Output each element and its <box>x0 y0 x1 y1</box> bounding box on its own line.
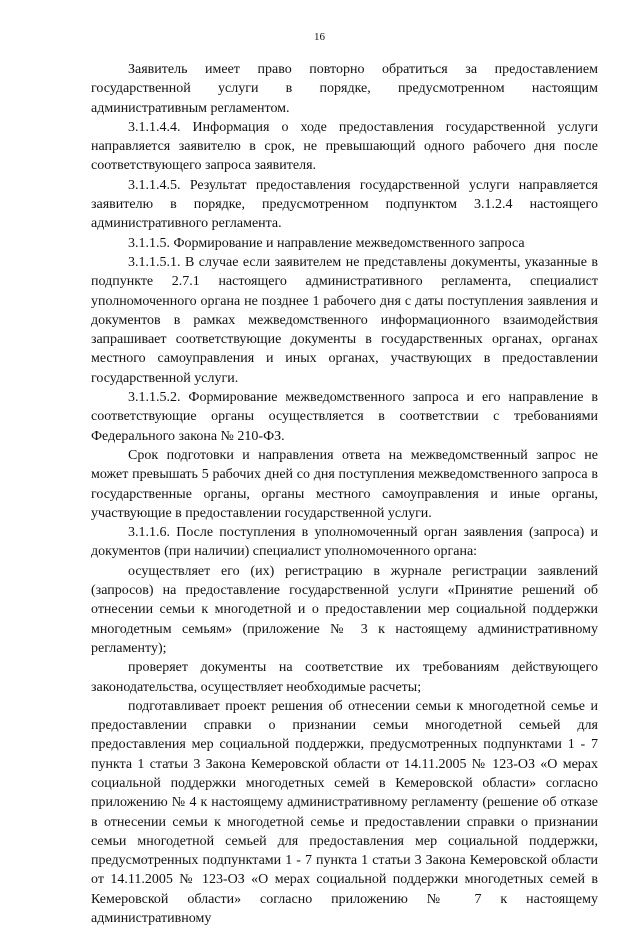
paragraph: подготавливает проект решения об отнесении семьи к многодетной семье и предоставлении справки о признании семьи многодетной семьей для предоставления мер социальной поддержки, предусмотренных подпунктами 1 - 7 пункта 1 статьи 3 Закона Кемеровской области от 14.11.2005 № 123-ОЗ «О мерах социальной поддержки многодетных семей в Кемеровской области» согласно приложению № 4 к настоящему административному регламенту (решение об отказе в отнесении семьи к многодетной семье и предоставлении справки о признании семьи многодетной семьей для предоставления мер социальной поддержки, предусмотренных подпунктами 1 - 7 пункта 1 статьи 3 Закона Кемеровской области от 14.11.2005 № 123-ОЗ «О мерах социальной поддержки многодетных семей в Кемеровской области» согласно приложению № 7 к настоящему административному <box>91 698 598 927</box>
paragraph: проверяет документы на соответствие их требованиям действующего законодательства, осуществляет необходимые расчеты; <box>91 660 598 695</box>
paragraph: 3.1.1.6. После поступления в уполномоченный орган заявления (запроса) и документов (при наличии) специалист уполномоченного органа: <box>91 525 598 560</box>
paragraph: 3.1.1.4.4. Информация о ходе предоставления государственной услуги направляется заявителю в срок, не превышающий одного рабочего дня после соответствующего запроса заявителя. <box>91 119 598 174</box>
section-heading: 3.1.1.5. Формирование и направление межведомственного запроса <box>128 235 525 251</box>
document-body <box>91 60 598 928</box>
paragraph: осуществляет его (их) регистрацию в журнале регистрации заявлений (запросов) на предоставление государственной услуги «Принятие решений об отнесении семьи к многодетной и о предоставлении мер социальной поддержки многодетным семьям» (приложение № 3 к настоящему административному регламенту); <box>91 563 598 656</box>
paragraph: 3.1.1.4.5. Результат предоставления государственной услуги направляется заявителю в порядке, предусмотренном подпунктом 3.1.2.4 настоящего административного регламента. <box>91 177 598 232</box>
paragraph: Заявитель имеет право повторно обратиться за предоставлением государственной услуги в порядке, предусмотренном настоящим административным регламентом. <box>91 62 598 116</box>
paragraph: 3.1.1.5.2. Формирование межведомственного запроса и его направление в соответствующие органы осуществляется в соответствии с требованиями Федерального закона № 210-ФЗ. <box>91 390 598 444</box>
paragraph: Срок подготовки и направления ответа на межведомственный запрос не может превышать 5 рабочих дней со дня поступления межведомственного запроса в государственные органы, органы местного самоуправления и иные органы, участвующие в предоставлении государственной услуги. <box>91 447 598 521</box>
page-number: 16 <box>314 31 325 43</box>
paragraph: 3.1.1.5.1. В случае если заявителем не представлены документы, указанные в подпункте 2.7.1 настоящего административного регламента, специалист уполномоченного органа не позднее 1 рабочего дня с даты поступления заявления и документов в рамках межведомственного информационного взаимодействия запрашивает соответствующие документы в государственных органах, органах местного самоуправления и иных органах, участвующих в предоставлении государственной услуги. <box>91 254 598 386</box>
